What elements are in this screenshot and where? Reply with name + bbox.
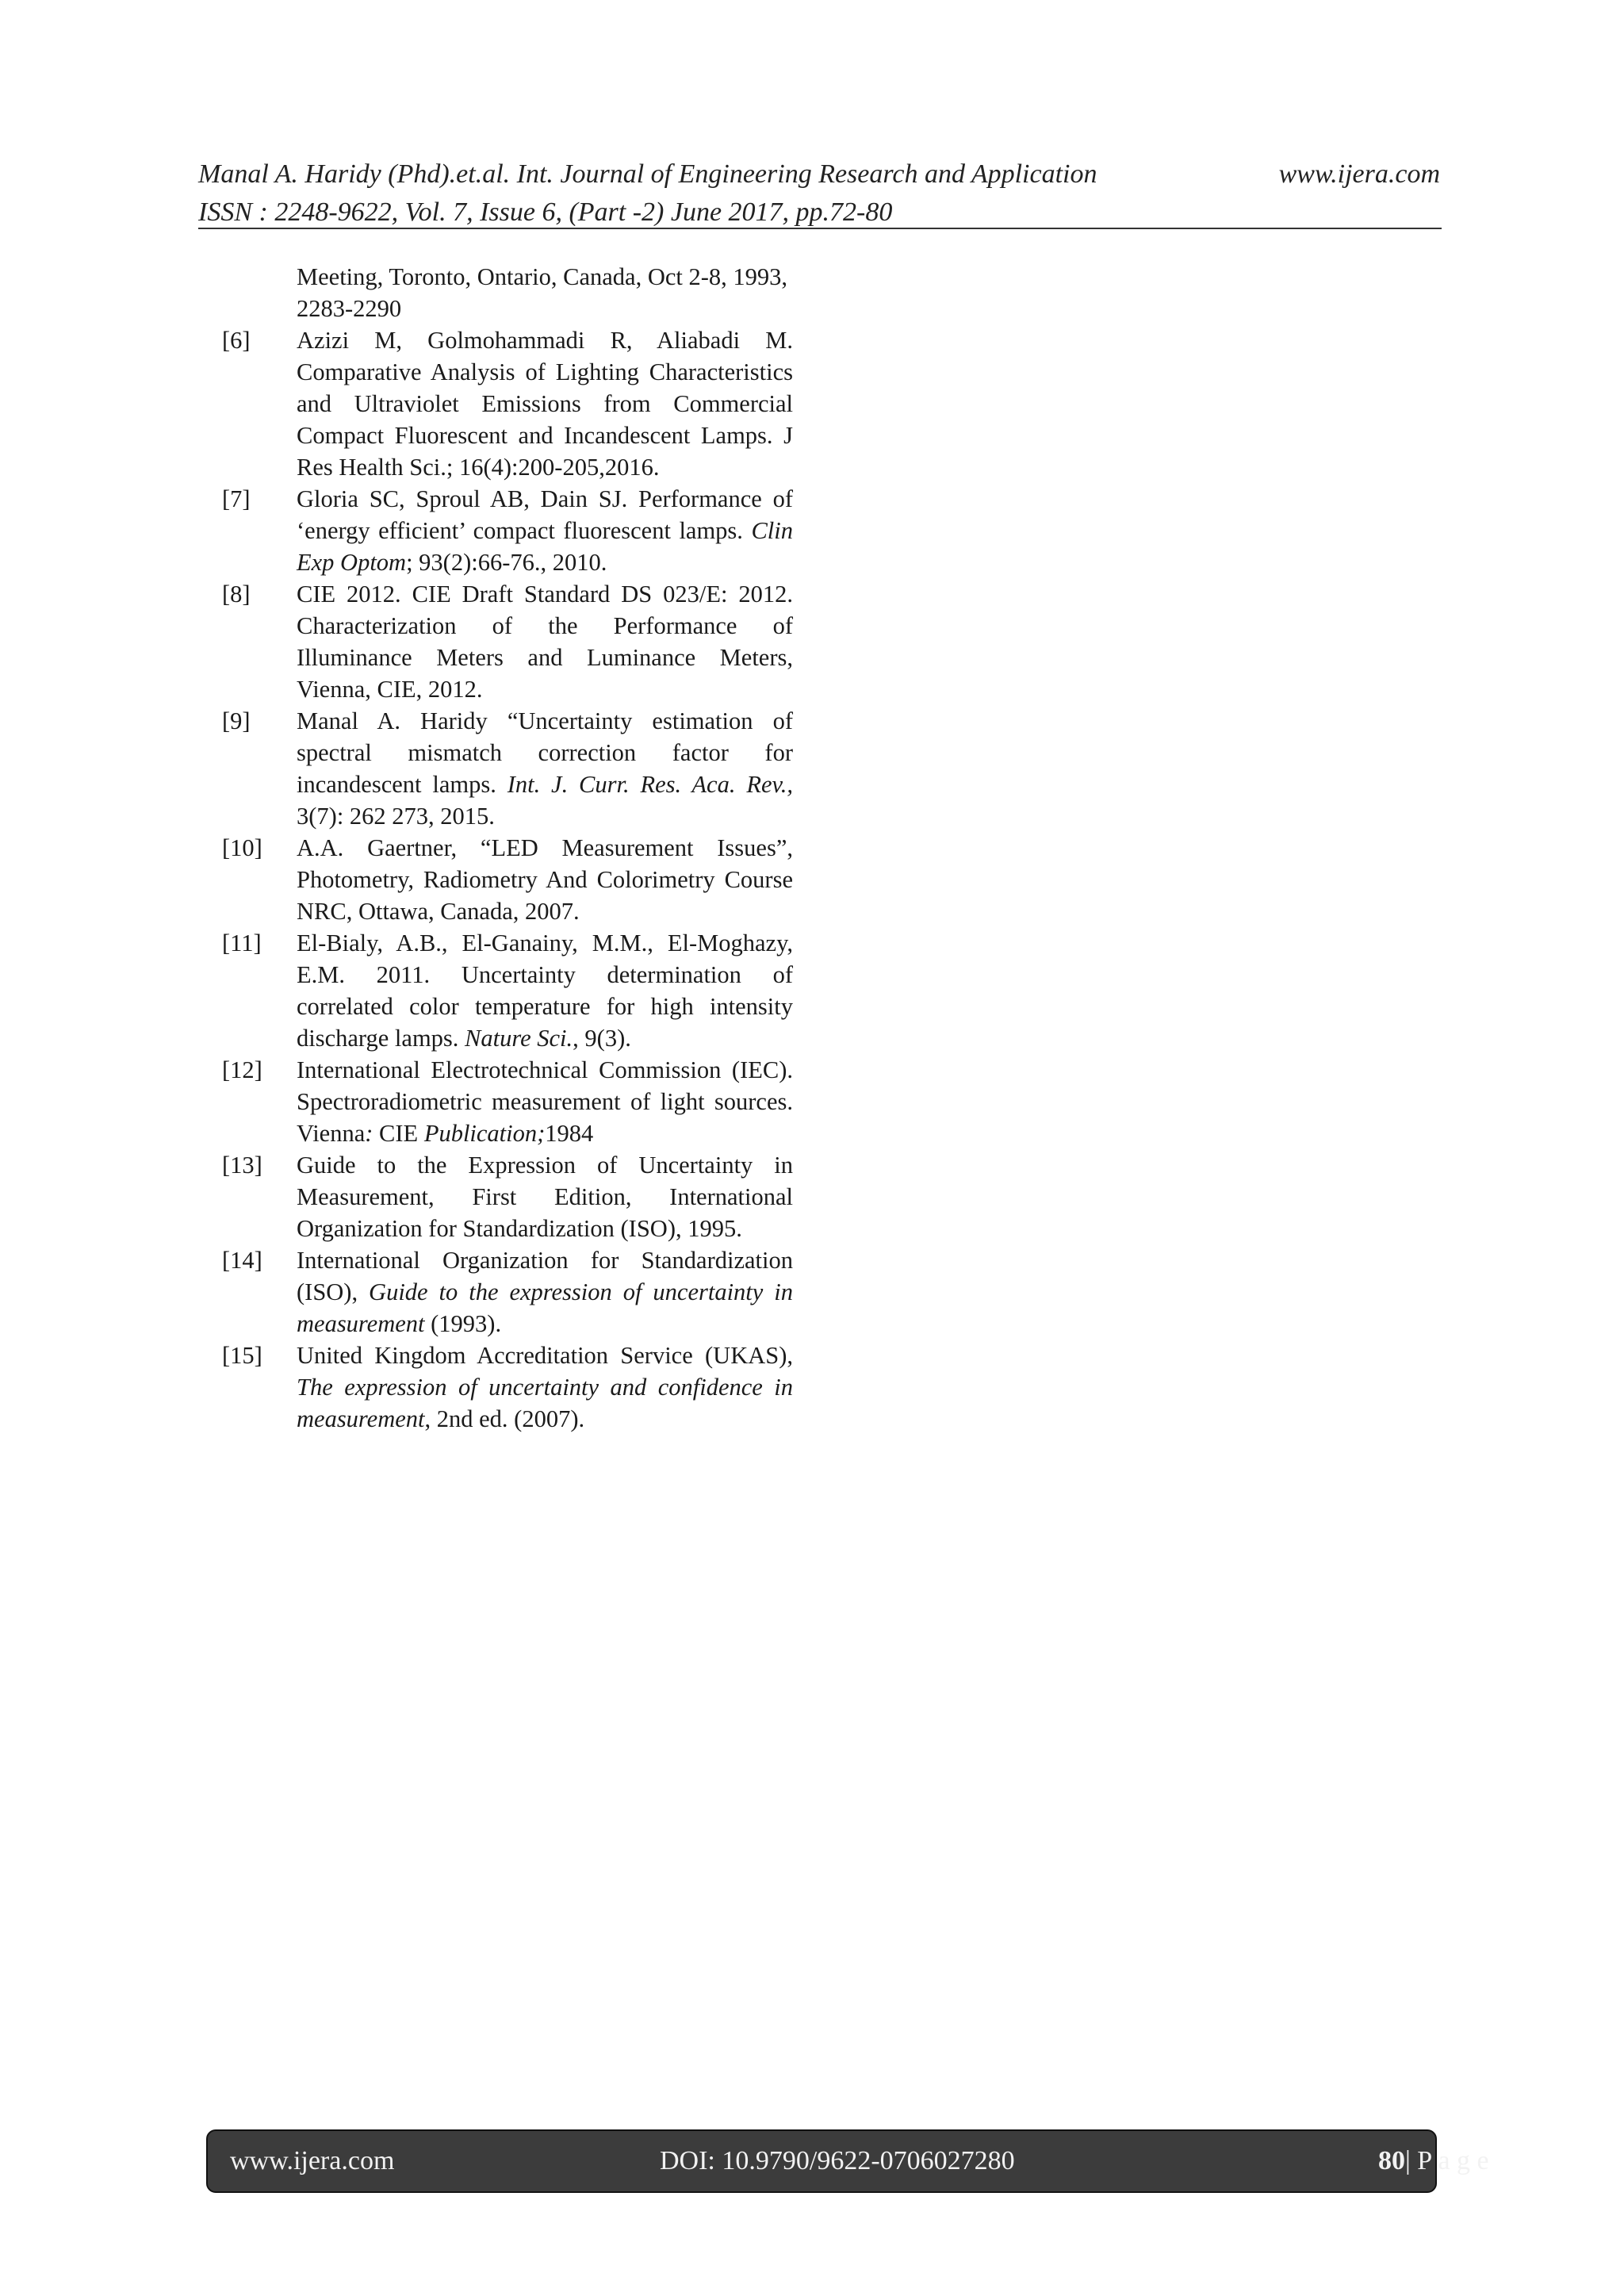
page-footer [206, 2129, 1489, 2193]
reference-text-part: United Kingdom Accreditation Service (UKAS), [297, 1342, 793, 1369]
reference-number: [10] [222, 834, 262, 861]
reference-item [222, 1054, 793, 1149]
footer-page-number [1378, 2146, 1489, 2176]
header-line-2 [198, 194, 1440, 232]
reference-continuation: Meeting, Toronto, Ontario, Canada, Oct 2-8, 1993, 2283-2290 [297, 263, 788, 322]
reference-journal: Int. J. Curr. Res. Aca. Rev., [507, 771, 794, 798]
reference-text-part: Manal A. Haridy “Uncertainty estimation of spectral mismatch correction factor for incandescent lamps. [297, 707, 793, 798]
header-journal-citation: Manal A. Haridy (Phd).et.al. Int. Journal of Engineering Research and Application [198, 159, 1097, 189]
reference-item [222, 1149, 793, 1244]
reference-text-part: International Organization for Standardization (ISO), [297, 1247, 793, 1305]
reference-item [222, 324, 793, 483]
reference-text-part: El-Bialy, A.B., El-Ganainy, M.M., El-Moghazy, E.M. 2011. Uncertainty determination of correlated color temperature for high intensity discharge lamps. [297, 930, 793, 1052]
reference-number: [11] [222, 930, 262, 956]
reference-number: [6] [222, 327, 251, 354]
reference-list [222, 261, 793, 1435]
header-issn: ISSN : 2248-9622, Vol. 7, Issue 6, (Part -2) June 2017, pp.72-80 [198, 197, 893, 227]
reference-number: [9] [222, 707, 251, 734]
reference-journal: Publication; [423, 1120, 546, 1147]
reference-item [222, 927, 793, 1054]
reference-text [297, 483, 793, 578]
reference-item [222, 832, 793, 927]
reference-number: [7] [222, 485, 251, 512]
header-website: www.ijera.com [1278, 159, 1440, 189]
reference-journal: Nature Sci. [465, 1025, 573, 1052]
reference-text: Azizi M, Golmohammadi R, Aliabadi M. Comparative Analysis of Lighting Characteristics and Ultraviolet Emissions from Commercial Compact Fluorescent and Incandescent Lamps. J Res Health Sci.; 16(4):200-205,2016. [297, 327, 793, 481]
reference-text-italic: : [365, 1120, 373, 1147]
reference-number: [14] [222, 1247, 262, 1274]
header-divider [198, 228, 1442, 229]
reference-text-part: 3(7): 262 273, 2015. [297, 803, 495, 830]
reference-item [222, 1244, 793, 1340]
reference-item [222, 1340, 793, 1435]
reference-text-part: 1984 [545, 1120, 594, 1147]
reference-number: [12] [222, 1056, 262, 1083]
reference-number: [13] [222, 1152, 262, 1179]
reference-text [297, 927, 793, 1054]
running-header [198, 155, 1440, 232]
footer-doi: DOI: 10.9790/9622-0706027280 [660, 2146, 1015, 2175]
reference-item [222, 705, 793, 832]
reference-text-part: ; 93(2):66-76., 2010. [406, 549, 607, 576]
reference-text: A.A. Gaertner, “LED Measurement Issues”, Photometry, Radiometry And Colorimetry Course NRC, Ottawa, Canada, 2007. [297, 834, 793, 925]
reference-item [222, 483, 793, 578]
reference-text: CIE 2012. CIE Draft Standard DS 023/E: 2012. Characterization of the Performance of Illuminance Meters and Luminance Meters, Vienna, CIE, 2012. [297, 581, 793, 703]
reference-text [297, 1054, 793, 1149]
reference-text [297, 1244, 793, 1340]
header-line-1 [198, 155, 1440, 194]
reference-text-part: Gloria SC, Sproul AB, Dain SJ. Performance of ‘energy efficient’ compact fluorescent lamps. [297, 485, 793, 544]
reference-journal: Clin Exp Optom [297, 517, 793, 576]
reference-text-part: , 9(3). [573, 1025, 631, 1052]
reference-text [297, 705, 793, 832]
reference-number: [8] [222, 581, 251, 608]
reference-text: Guide to the Expression of Uncertainty in Measurement, First Edition, International Organization for Standardization (ISO), 1995. [297, 1152, 793, 1242]
reference-text-part: CIE [373, 1120, 424, 1147]
reference-title: Guide to the expression of uncertainty in measurement [297, 1278, 793, 1337]
reference-item [222, 578, 793, 705]
footer-website: www.ijera.com [230, 2146, 395, 2175]
reference-text-part: (1993). [424, 1310, 502, 1337]
reference-text-part: International Electrotechnical Commission (IEC). Spectroradiometric measurement of light sources. Vienna [297, 1056, 793, 1147]
reference-text-part: , 2nd ed. (2007). [424, 1405, 585, 1432]
page-number: 80 [1378, 2146, 1405, 2175]
page-label: | P a g e [1405, 2146, 1489, 2175]
reference-text [297, 1340, 793, 1435]
reference-number: [15] [222, 1342, 262, 1369]
reference-title: The expression of uncertainty and confidence in measurement [297, 1374, 793, 1432]
